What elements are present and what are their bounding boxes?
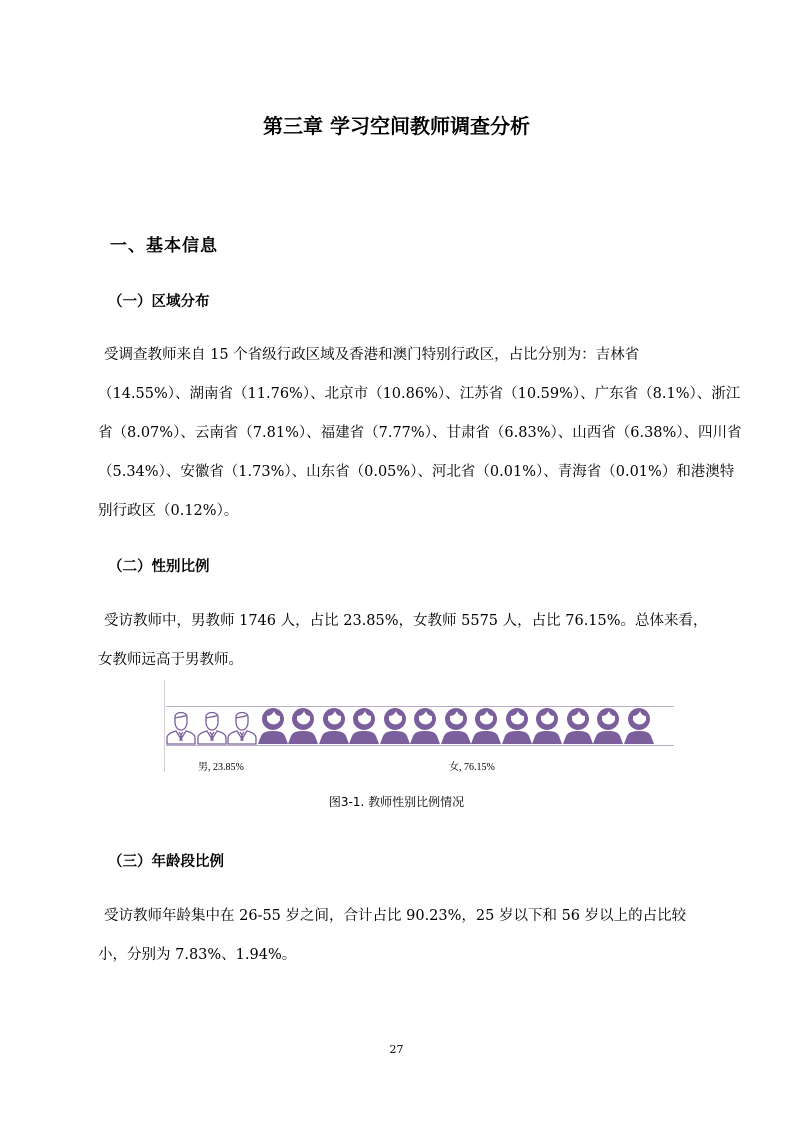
female-person-icon	[563, 707, 593, 745]
female-person-icon	[410, 707, 440, 745]
text-line: 受调查教师来自 15 个省级行政区域及香港和澳门特别行政区，占比分别为：吉林省	[104, 347, 640, 363]
female-person-icon	[349, 707, 379, 745]
female-person-icon	[288, 707, 318, 745]
text-line: 别行政区（0.12%）。	[98, 503, 239, 519]
female-person-icon	[624, 707, 654, 745]
label-female: 女, 76.15%	[449, 762, 495, 773]
paragraph-age	[98, 897, 720, 975]
female-person-icon	[593, 707, 623, 745]
text-line: （14.55%）、湖南省（11.76%）、北京市（10.86%）、江苏省（10.59%）、广东省（8.1%）、浙江	[98, 386, 741, 402]
female-person-icon	[532, 707, 562, 745]
page-number: 27	[389, 1043, 404, 1056]
female-person-icon	[441, 707, 471, 745]
text-line: 受访教师中，男教师 1746 人，占比 23.85%，女教师 5575 人，占比 76.15%。总体来看，	[104, 613, 708, 629]
text-line: 小，分别为 7.83%、1.94%。	[98, 947, 297, 963]
subsection-heading-region: （一）区域分布	[108, 294, 210, 310]
female-person-icon	[380, 707, 410, 745]
male-person-icon	[197, 707, 227, 745]
subsection-heading-age: （三）年龄段比例	[108, 854, 224, 870]
icon-row	[166, 706, 674, 746]
text-line: （5.34%）、安徽省（1.73%）、山东省（0.05%）、河北省（0.01%）、青海省（0.01%）和港澳特	[98, 464, 735, 480]
chapter-title: 第三章 学习空间教师调查分析	[263, 114, 530, 138]
text-line: 受访教师年龄集中在 26-55 岁之间，合计占比 90.23%，25 岁以下和 56 岁以上的占比较	[104, 908, 687, 924]
male-person-icon	[227, 707, 257, 745]
text-line: 省（8.07%）、云南省（7.81%）、福建省（7.77%）、甘肃省（6.83%）、山西省（6.38%）、四川省	[98, 425, 742, 441]
paragraph-region	[98, 336, 742, 531]
gender-pictograph-chart	[164, 680, 674, 772]
female-person-icon	[258, 707, 288, 745]
label-male: 男, 23.85%	[198, 762, 244, 773]
text-line: 女教师远高于男教师。	[98, 652, 243, 668]
chart-axis	[164, 680, 165, 772]
subsection-heading-gender: （二）性别比例	[108, 559, 210, 575]
figure-caption: 图3-1. 教师性别比例情况	[328, 795, 465, 809]
female-person-icon	[502, 707, 532, 745]
male-person-icon	[166, 707, 196, 745]
section-heading: 一、基本信息	[110, 236, 218, 256]
female-person-icon	[319, 707, 349, 745]
female-person-icon	[471, 707, 501, 745]
paragraph-gender	[98, 602, 720, 680]
